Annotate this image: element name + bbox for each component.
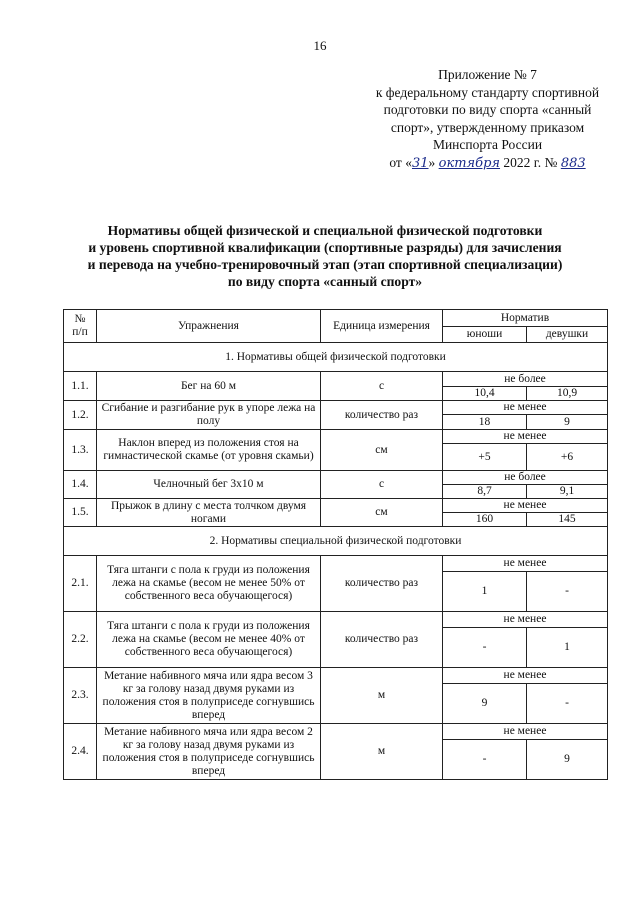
row-unit: количество раз: [321, 556, 443, 612]
row-unit: м: [321, 668, 443, 724]
row-condition: не менее: [443, 401, 608, 415]
row-number: 2.1.: [64, 556, 97, 612]
table-row: [64, 612, 608, 628]
row-number: 1.3.: [64, 430, 97, 471]
appendix-line: Минспорта России: [432, 137, 543, 152]
appendix-date-line: [355, 154, 620, 173]
section-row: [64, 343, 608, 372]
table-header-row: [64, 310, 608, 327]
row-number: 1.2.: [64, 401, 97, 430]
date-day: 31: [411, 155, 429, 171]
header-boys: юноши: [443, 327, 527, 343]
table-row: [64, 668, 608, 684]
row-number: 2.2.: [64, 612, 97, 668]
header-num: № п/п: [64, 310, 97, 343]
table-row: [64, 499, 608, 513]
title-line: и перевода на учебно-тренировочный этап (этап спортивной специализации): [87, 257, 563, 272]
row-number: 2.4.: [64, 724, 97, 780]
header-unit: Единица измерения: [321, 310, 443, 343]
value-girls: 9: [527, 740, 608, 780]
section-row: [64, 527, 608, 556]
row-exercise: Метание набивного мяча или ядра весом 2 кг за голову назад двумя руками из положения стоя в полуприседе согнувшись вперед: [97, 724, 321, 780]
row-condition: не менее: [443, 499, 608, 513]
row-exercise: Челночный бег 3х10 м: [97, 471, 321, 499]
date-month: октября: [438, 155, 501, 171]
appendix-line: спорт», утвержденному приказом: [390, 119, 585, 135]
row-unit: количество раз: [321, 401, 443, 430]
value-boys: +5: [443, 444, 527, 471]
section-title: 2. Нормативы специальной физической подготовки: [64, 527, 608, 556]
row-number: 1.1.: [64, 372, 97, 401]
row-exercise: Метание набивного мяча или ядра весом 3 кг за голову назад двумя руками из положения стоя в полуприседе согнувшись вперед: [97, 668, 321, 724]
row-unit: с: [321, 471, 443, 499]
table-row: [64, 401, 608, 415]
date-prefix: от «: [389, 154, 412, 170]
title-line: Нормативы общей физической и специальной физической подготовки: [107, 223, 543, 238]
value-boys: 9: [443, 684, 527, 724]
row-unit: м: [321, 724, 443, 780]
title-line: и уровень спортивной квалификации (спортивные разряды) для зачисления: [88, 240, 562, 255]
header-norm: Норматив: [443, 310, 608, 327]
date-mid: »: [428, 154, 439, 170]
table-row: [64, 724, 608, 740]
title-line: по виду спорта «санный спорт»: [227, 274, 423, 289]
value-boys: 18: [443, 415, 527, 430]
row-unit: см: [321, 499, 443, 527]
row-number: 1.5.: [64, 499, 97, 527]
value-boys: -: [443, 628, 527, 668]
value-girls: 1: [527, 628, 608, 668]
row-unit: количество раз: [321, 612, 443, 668]
value-boys: 10,4: [443, 387, 527, 401]
row-number: 2.3.: [64, 668, 97, 724]
row-exercise: Бег на 60 м: [97, 372, 321, 401]
row-exercise: Наклон вперед из положения стоя на гимнастической скамье (от уровня скамьи): [97, 430, 321, 471]
value-girls: -: [527, 684, 608, 724]
table-row: [64, 471, 608, 485]
value-girls: 145: [527, 513, 608, 527]
value-girls: 9: [527, 415, 608, 430]
value-boys: 1: [443, 572, 527, 612]
row-exercise: Прыжок в длину с места толчком двумя ногами: [97, 499, 321, 527]
row-condition: не более: [443, 471, 608, 485]
value-girls: 10,9: [527, 387, 608, 401]
value-girls: +6: [527, 444, 608, 471]
value-girls: -: [527, 572, 608, 612]
value-boys: 8,7: [443, 485, 527, 499]
appendix-line: к федеральному стандарту спортивной: [375, 84, 600, 100]
header-girls: девушки: [527, 327, 608, 343]
row-exercise: Тяга штанги с пола к груди из положения лежа на скамье (весом не менее 50% от собственного веса обучающегося): [97, 556, 321, 612]
value-boys: 160: [443, 513, 527, 527]
order-number: 883: [560, 155, 586, 171]
appendix-line: подготовки по виду спорта «санный: [383, 102, 592, 117]
appendix-block: [355, 66, 620, 172]
row-condition: не менее: [443, 612, 608, 628]
row-condition: не менее: [443, 668, 608, 684]
value-boys: -: [443, 740, 527, 780]
header-exercise: Упражнения: [97, 310, 321, 343]
row-condition: не менее: [443, 556, 608, 572]
row-exercise: Тяга штанги с пола к груди из положения лежа на скамье (весом не менее 40% от собственного веса обучающегося): [97, 612, 321, 668]
table-row: [64, 556, 608, 572]
row-unit: с: [321, 372, 443, 401]
row-condition: не менее: [443, 430, 608, 444]
appendix-title: Приложение № 7: [438, 67, 537, 82]
date-year: 2022 г. №: [500, 154, 561, 170]
row-exercise: Сгибание и разгибание рук в упоре лежа на полу: [97, 401, 321, 430]
page-number: 16: [313, 38, 327, 53]
table-row: [64, 430, 608, 444]
section-title: 1. Нормативы общей физической подготовки: [64, 343, 608, 372]
table-row: [64, 372, 608, 387]
row-condition: не менее: [443, 724, 608, 740]
row-condition: не более: [443, 372, 608, 387]
norms-table: [63, 309, 608, 780]
row-number: 1.4.: [64, 471, 97, 499]
document-title: [60, 222, 590, 290]
value-girls: 9,1: [527, 485, 608, 499]
row-unit: см: [321, 430, 443, 471]
